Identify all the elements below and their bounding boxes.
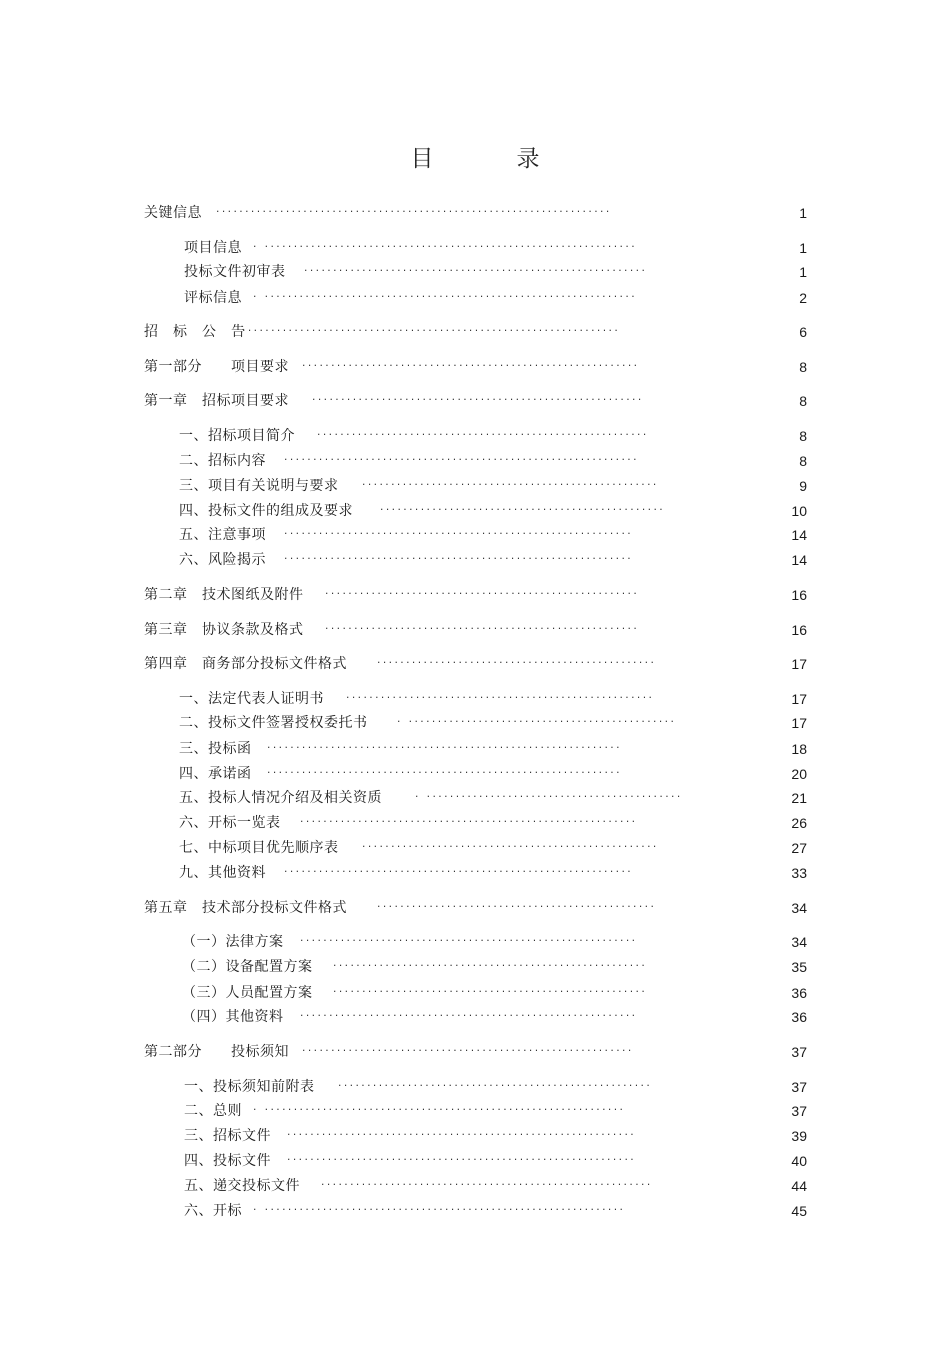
toc-entry[interactable] xyxy=(0,813,950,833)
toc-entry-leader: ................................................ xyxy=(376,656,656,666)
toc-entry[interactable] xyxy=(0,898,950,918)
toc-entry[interactable] xyxy=(0,525,950,545)
toc-entry-label: （三）人员配置方案 xyxy=(182,985,313,1001)
toc-entry[interactable] xyxy=(0,585,950,605)
toc-entry-leader: . ................................................................ xyxy=(252,240,637,250)
toc-entry-label: （二）设备配置方案 xyxy=(182,959,313,975)
toc-entry-label: 第四章 商务部分投标文件格式 xyxy=(144,656,347,672)
toc-entry-label: 第五章 技术部分投标文件格式 xyxy=(144,900,347,916)
toc-entry-leader: . .............................................. xyxy=(396,715,676,725)
toc-entry-label: 四、投标文件 xyxy=(184,1153,271,1169)
toc-entry-leader: ................................................ xyxy=(376,900,656,910)
toc-entry-label: 五、递交投标文件 xyxy=(184,1178,300,1194)
toc-entry-leader: . .............................................................. xyxy=(252,1203,625,1213)
toc-entry-leader: ................................................. xyxy=(379,503,665,513)
toc-entry[interactable] xyxy=(0,451,950,471)
toc-entry-page-number: 8 xyxy=(799,453,807,469)
toc-entry-label: 五、注意事项 xyxy=(179,527,266,543)
toc-title: 目 录 xyxy=(410,146,570,172)
toc-entry-leader: ......................................................... xyxy=(311,393,643,403)
toc-entry-label: 招 标 公 告 xyxy=(144,324,246,340)
toc-entry[interactable] xyxy=(0,932,950,952)
toc-entry[interactable] xyxy=(0,788,950,808)
toc-entry-page-number: 44 xyxy=(791,1178,807,1194)
toc-entry-label: 三、项目有关说明与要求 xyxy=(179,478,339,494)
toc-entry-page-number: 16 xyxy=(791,587,807,603)
toc-entry[interactable] xyxy=(0,357,950,377)
toc-entry[interactable] xyxy=(0,203,950,223)
toc-entry-leader: ...................................................... xyxy=(332,985,647,995)
toc-entry-page-number: 8 xyxy=(799,428,807,444)
toc-entry-label: 二、总则 xyxy=(184,1103,242,1119)
toc-entry-page-number: 33 xyxy=(791,865,807,881)
toc-entry-leader: ............................................................ xyxy=(283,527,633,537)
toc-entry-label: 二、投标文件签署授权委托书 xyxy=(179,715,368,731)
toc-entry[interactable] xyxy=(0,620,950,640)
toc-entry-label: 第二部分 投标须知 xyxy=(144,1044,289,1060)
toc-entry-label: 六、开标 xyxy=(184,1203,242,1219)
toc-entry-page-number: 1 xyxy=(799,240,807,256)
toc-entry-page-number: 2 xyxy=(799,290,807,306)
toc-entry-leader: ...................................................... xyxy=(324,622,639,632)
toc-entry-label: 第一部分 项目要求 xyxy=(144,359,289,375)
toc-entry-page-number: 20 xyxy=(791,766,807,782)
toc-entry-leader: ...................................................... xyxy=(324,587,639,597)
toc-entry-page-number: 1 xyxy=(799,205,807,221)
toc-entry-label: （四）其他资料 xyxy=(182,1009,284,1025)
toc-entry-page-number: 18 xyxy=(791,741,807,757)
toc-entry-label: 项目信息 xyxy=(184,240,242,256)
toc-entry-leader: .......................................................... xyxy=(299,934,637,944)
toc-entry-label: 二、招标内容 xyxy=(179,453,266,469)
toc-entry-label: 七、中标项目优先顺序表 xyxy=(179,840,339,856)
toc-entry[interactable] xyxy=(0,238,950,258)
toc-entry-leader: . ............................................ xyxy=(414,790,682,800)
toc-entry-label: 一、招标项目简介 xyxy=(179,428,295,444)
toc-entry-page-number: 17 xyxy=(791,691,807,707)
toc-entry-leader: ................................................... xyxy=(361,840,658,850)
toc-entry-page-number: 21 xyxy=(791,790,807,806)
toc-entry-leader: .................................................................... xyxy=(215,205,611,215)
toc-entry-label: 第一章 招标项目要求 xyxy=(144,393,289,409)
toc-entry-label: 九、其他资料 xyxy=(179,865,266,881)
toc-entry-page-number: 17 xyxy=(791,656,807,672)
toc-entry[interactable] xyxy=(0,1151,950,1171)
toc-entry[interactable] xyxy=(0,1007,950,1027)
toc-entry[interactable] xyxy=(0,476,950,496)
toc-entry-leader: .......................................................... xyxy=(299,815,637,825)
toc-entry-leader: ............................................................. xyxy=(266,741,621,751)
toc-entry-leader: ............................................................ xyxy=(286,1128,636,1138)
toc-entry-page-number: 27 xyxy=(791,840,807,856)
toc-entry-page-number: 36 xyxy=(791,985,807,1001)
toc-entry-label: 一、法定代表人证明书 xyxy=(179,691,324,707)
toc-entry-label: 三、投标函 xyxy=(179,741,252,757)
toc-entry-page-number: 37 xyxy=(791,1044,807,1060)
toc-entry-label: 一、投标须知前附表 xyxy=(184,1079,315,1095)
toc-entry-page-number: 37 xyxy=(791,1079,807,1095)
toc-entry-label: （一）法律方案 xyxy=(182,934,284,950)
toc-entry-leader: ............................................................. xyxy=(283,453,638,463)
toc-entry-leader: . .............................................................. xyxy=(252,1103,625,1113)
toc-entry-page-number: 36 xyxy=(791,1009,807,1025)
toc-entry-label: 第二章 技术图纸及附件 xyxy=(144,587,304,603)
toc-entry-label: 三、招标文件 xyxy=(184,1128,271,1144)
toc-entry[interactable] xyxy=(0,764,950,784)
toc-entry-leader: ......................................................... xyxy=(316,428,648,438)
toc-entry-leader: ..................................................... xyxy=(345,691,654,701)
toc-entry-page-number: 14 xyxy=(791,527,807,543)
toc-entry-leader: ............................................................ xyxy=(283,552,633,562)
toc-entry[interactable] xyxy=(0,1042,950,1062)
toc-entry-page-number: 35 xyxy=(791,959,807,975)
toc-entry-leader: .......................................................... xyxy=(301,359,639,369)
toc-entry-label: 六、开标一览表 xyxy=(179,815,281,831)
toc-entry-page-number: 26 xyxy=(791,815,807,831)
toc-entry-leader: ................................................... xyxy=(361,478,658,488)
toc-entry-page-number: 14 xyxy=(791,552,807,568)
toc-entry-page-number: 17 xyxy=(791,715,807,731)
toc-entry[interactable] xyxy=(0,288,950,308)
toc-entry[interactable] xyxy=(0,1201,950,1221)
toc-entry-leader: ............................................................ xyxy=(283,865,633,875)
toc-entry-leader: ................................................................. xyxy=(241,324,620,334)
toc-entry-leader: ............................................................. xyxy=(266,766,621,776)
toc-entry-leader: . ................................................................ xyxy=(252,290,637,300)
toc-entry-leader: ...................................................... xyxy=(332,959,647,969)
toc-entry[interactable] xyxy=(0,713,950,733)
toc-entry-page-number: 9 xyxy=(799,478,807,494)
toc-entry-page-number: 10 xyxy=(791,503,807,519)
toc-entry[interactable] xyxy=(0,983,950,1003)
toc-entry-leader: ...................................................... xyxy=(337,1079,652,1089)
toc-entry-label: 投标文件初审表 xyxy=(184,264,286,280)
toc-entry-leader: ........................................................... xyxy=(303,264,647,274)
toc-entry-page-number: 8 xyxy=(799,359,807,375)
toc-entry-leader: .......................................................... xyxy=(299,1009,637,1019)
toc-entry[interactable] xyxy=(0,739,950,759)
toc-entry[interactable] xyxy=(0,654,950,674)
toc-entry-label: 第三章 协议条款及格式 xyxy=(144,622,304,638)
toc-entry-label: 四、承诺函 xyxy=(179,766,252,782)
toc-entry-page-number: 6 xyxy=(799,324,807,340)
toc-entry-leader: ............................................................ xyxy=(286,1153,636,1163)
toc-entry-page-number: 8 xyxy=(799,393,807,409)
toc-entry[interactable] xyxy=(0,1101,950,1121)
toc-entry[interactable] xyxy=(0,262,950,282)
toc-entry-label: 关键信息 xyxy=(144,205,202,221)
toc-entry-leader: ......................................................... xyxy=(320,1178,652,1188)
toc-entry-label: 六、风险揭示 xyxy=(179,552,266,568)
toc-entry[interactable] xyxy=(0,838,950,858)
toc-entry[interactable] xyxy=(0,550,950,570)
toc-entry-label: 四、投标文件的组成及要求 xyxy=(179,503,353,519)
toc-entry[interactable] xyxy=(0,391,950,411)
toc-entry-page-number: 40 xyxy=(791,1153,807,1169)
toc-entry[interactable] xyxy=(0,863,950,883)
toc-entry-label: 评标信息 xyxy=(184,290,242,306)
toc-entry[interactable] xyxy=(0,322,950,342)
toc-entry-leader: ......................................................... xyxy=(301,1044,633,1054)
toc-entry-label: 五、投标人情况介绍及相关资质 xyxy=(179,790,382,806)
toc-entry[interactable] xyxy=(0,689,950,709)
toc-entry[interactable] xyxy=(0,426,950,446)
toc-entry-page-number: 39 xyxy=(791,1128,807,1144)
toc-entry[interactable] xyxy=(0,501,950,521)
toc-entry[interactable] xyxy=(0,1126,950,1146)
toc-entry[interactable] xyxy=(0,1176,950,1196)
toc-entry-page-number: 34 xyxy=(791,934,807,950)
toc-entry-page-number: 1 xyxy=(799,264,807,280)
toc-entry-page-number: 16 xyxy=(791,622,807,638)
toc-entry-page-number: 45 xyxy=(791,1203,807,1219)
toc-entry-page-number: 34 xyxy=(791,900,807,916)
toc-entry[interactable] xyxy=(0,957,950,977)
toc-entry[interactable] xyxy=(0,1077,950,1097)
toc-entry-page-number: 37 xyxy=(791,1103,807,1119)
